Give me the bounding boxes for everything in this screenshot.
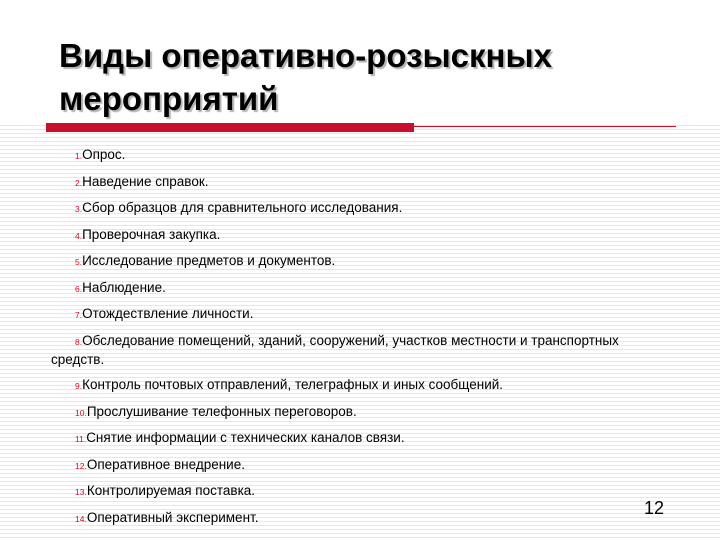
list-item-number: 9. [75,381,83,391]
list-item [0,305,720,324]
list-item-text: Опрос. [82,147,126,162]
list-item [0,226,720,245]
list-item-text: Отождествление личности. [82,306,254,321]
list-item-number: 8. [75,336,83,347]
list-item-number: 3. [75,204,83,214]
list-item [0,252,720,271]
list-item-number: 1. [75,151,83,161]
list-item-number: 13. [75,487,87,497]
slide-title [59,34,679,120]
list-item-text: Контроль почтовых отправлений, телеграфных и иных сообщений. [82,377,504,392]
list-item [0,173,720,192]
list-item [0,279,720,298]
list-item-text: Обследование помещений, зданий, сооружений, участков местности и транспортных средств. [51,332,619,367]
slide-title-line-1: Виды оперативно-розыскных [59,37,552,74]
title-underline-bar [46,123,414,132]
list-item-number: 5. [75,257,83,267]
list-item-text: Наведение справок. [82,173,209,189]
list-item [0,482,720,501]
list-item-number: 6. [75,283,83,294]
list-item-text: Наблюдение. [82,279,166,295]
page-number: 12 [644,498,665,518]
list-item [0,376,720,395]
list-item [0,456,720,475]
list-item-number: 2. [75,177,83,188]
list-item-number: 7. [75,310,83,320]
list-item-number: 11. [75,434,87,444]
list-item-text: Прослушивание телефонных переговоров. [86,403,357,419]
list-item [0,332,720,369]
slide-title-line-2: мероприятий [59,80,279,117]
list-item [0,429,720,448]
title-underline-line [414,126,676,127]
list-item-number: 10. [75,407,87,418]
list-item-text: Исследование предметов и документов. [82,253,336,268]
list-item [0,146,720,165]
list-item-text: Сбор образцов для сравнительного исследования. [82,200,403,215]
measures-list [0,146,720,535]
list-item-number: 4. [75,230,83,241]
list-item-text: Контролируемая поставка. [86,483,256,498]
list-item-number: 12. [75,460,87,471]
list-item-text: Оперативный эксперимент. [86,509,259,525]
list-item [0,199,720,218]
list-item-text: Снятие информации с технических каналов связи. [86,430,405,445]
list-item-text: Проверочная закупка. [82,226,221,242]
list-item [0,403,720,422]
list-item-number: 14. [75,513,87,524]
list-item-text: Оперативное внедрение. [86,456,245,472]
list-item [0,509,720,528]
